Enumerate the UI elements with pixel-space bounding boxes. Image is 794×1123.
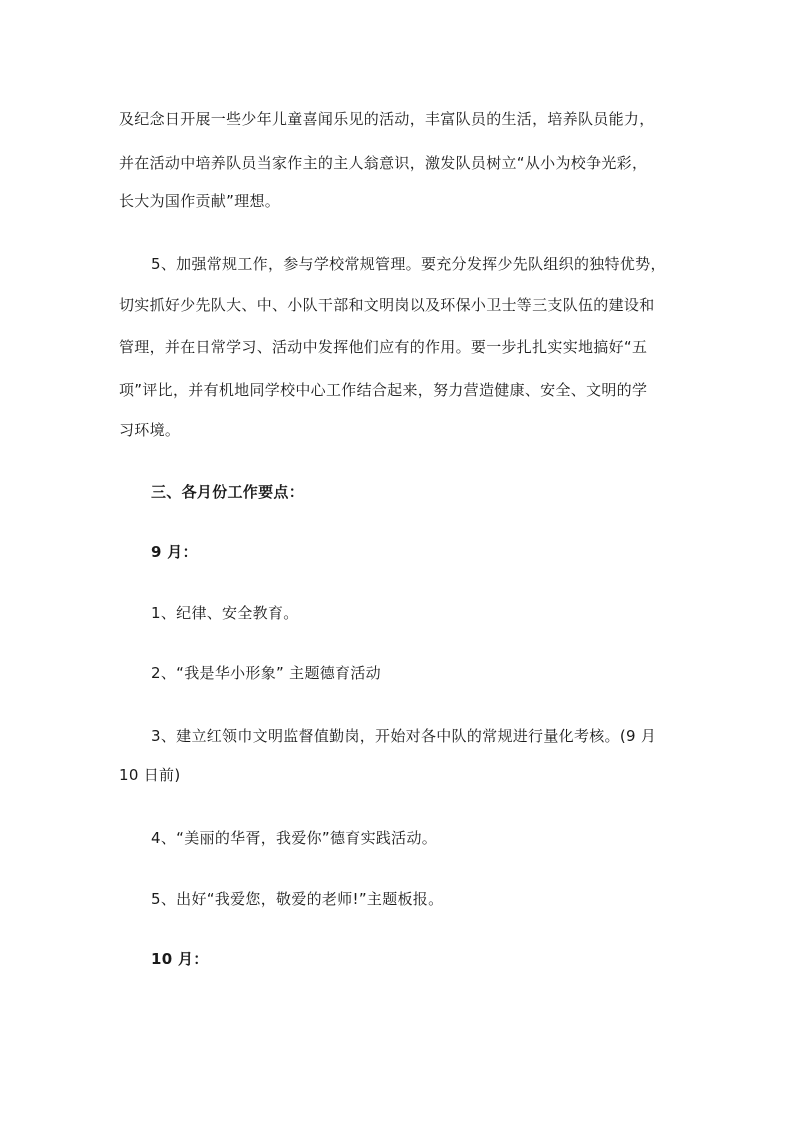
list-item: 2、“我是华小形象” 主题德育活动 [151, 664, 381, 682]
paragraph-line: 管理，并在日常学习、活动中发挥他们应有的作用。要一步扎扎实实地搞好“五 [119, 338, 648, 356]
list-item-continuation: 10 日前) [119, 766, 181, 784]
list-item: 3、建立红领巾文明监督值勤岗，开始对各中队的常规进行量化考核。(9 月 [151, 727, 657, 745]
paragraph-line: 习环境。 [119, 421, 181, 439]
section-heading: 三、各月份工作要点： [151, 483, 305, 501]
list-item: 5、出好“我爱您，敬爱的老师!”主题板报。 [151, 890, 444, 908]
list-item: 1、纪律、安全教育。 [151, 604, 299, 622]
paragraph-line: 项”评比，并有机地同学校中心工作结合起来，努力营造健康、安全、文明的学 [119, 381, 648, 399]
list-item: 4、“美丽的华胥，我爱你”德育实践活动。 [151, 829, 438, 847]
paragraph-line: 长大为国作贡献”理想。 [119, 192, 281, 210]
paragraph-line: 并在活动中培养队员当家作主的主人翁意识，激发队员树立“从小为校争光彩， [119, 154, 648, 172]
paragraph-line: 切实抓好少先队大、中、小队干部和文明岗以及环保小卫士等三支队伍的建设和 [119, 296, 655, 314]
month-heading-september: 9 月： [151, 543, 198, 561]
month-heading-october: 10 月： [151, 950, 209, 968]
paragraph-line: 及纪念日开展一些少年儿童喜闻乐见的活动，丰富队员的生活，培养队员能力， [119, 110, 655, 128]
paragraph-line: 5、加强常规工作，参与学校常规管理。要充分发挥少先队组织的独特优势， [151, 255, 666, 273]
